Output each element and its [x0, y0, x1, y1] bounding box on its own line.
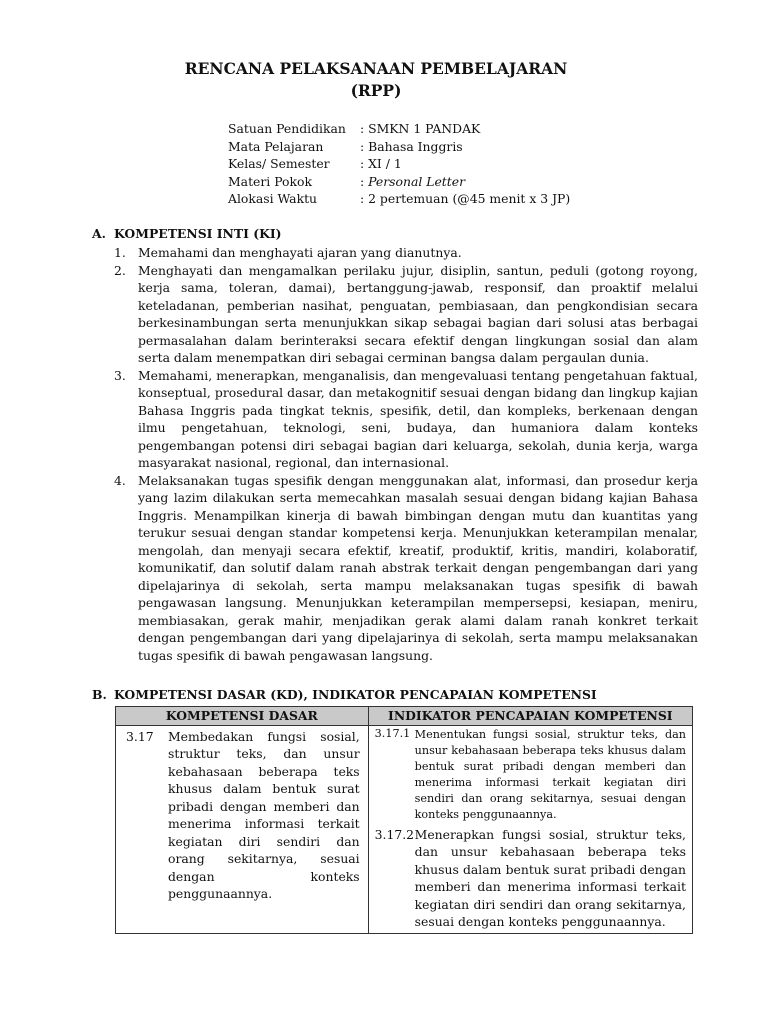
meta-label: Kelas/ Semester: [228, 156, 330, 171]
indicator-code: 3.17.1: [374, 726, 411, 740]
meta-value: : XI / 1: [360, 156, 402, 171]
meta-value: : 2 pertemuan (@45 menit x 3 JP): [360, 191, 571, 206]
list-item: [114, 244, 698, 262]
meta-value: : Bahasa Inggris: [360, 138, 463, 154]
meta-label: Alokasi Waktu: [228, 191, 318, 206]
meta-label: Materi Pokok: [228, 173, 312, 189]
indicator-item: [369, 823, 692, 933]
list-number: 2.: [114, 262, 126, 278]
section-letter: B.: [92, 687, 107, 702]
indicator-item: [369, 726, 692, 823]
list-text: Memahami, menerapkan, menganalisis, dan mengevaluasi tentang pengetahuan faktual, konseptual, prosedural dasar, dan metakognitif sesuai dengan bidang dan lingkup kajian Bahasa Inggris pada tingkat teknis, spesifik, detil, dan kompleks, berkenaan dengan ilmu pengetahuan, teknologi, seni, budaya, dan humaniora dalam konteks pengembangan potensi diri sebagai bagian dari keluarga, sekolah, dunia kerja, warga masyarakat nasional, regional, dan internasional.: [138, 367, 698, 470]
kd-table: [115, 706, 693, 934]
section-letter: A.: [92, 226, 106, 241]
kd-code: 3.17: [126, 728, 154, 744]
list-text: Melaksanakan tugas spesifik dengan menggunakan alat, informasi, dan prosedur kerja yang lazim dilakukan serta memecahkan masalah sesuai dengan bidang kajian Bahasa Inggris. Menampilkan kinerja di bawah bimbingan dengan mutu dan kuantitas yang terukur sesuai dengan standar kompetensi kerja. Menunjukkan keterampilan menalar, mengolah, dan menyaji secara efektif, kreatif, produktif, kritis, mandiri, kolaboratif, komunikatif, dan solutif dalam ranah abstrak terkait dengan pengembangan dari yang dipelajarinya di sekolah, serta mampu melaksanakan tugas spesifik di bawah pengawasan langsung. Menunjukkan keterampilan mempersepsi, kesiapan, meniru, membiasakan, gerak mahir, menjadikan gerak alami dalam ranah konkret terkait dengan pengembangan dari yang dipelajarinya di sekolah, serta mampu melaksanakan tugas spesifik di bawah pengawasan langsung.: [138, 472, 698, 663]
indicator-text: Menentukan fungsi sosial, struktur teks, dan unsur kebahasaan beberapa teks khusus dalam bentuk surat pribadi dengan memberi dan menerima informasi terkait kegiatan diri sendiri dan orang sekitarnya, sesuai dengan konteks penggunaannya.: [414, 727, 686, 821]
indicator-code: 3.17.2: [374, 826, 415, 842]
table-row: [116, 725, 693, 933]
ki-list: [114, 244, 698, 664]
list-item: [114, 367, 698, 472]
list-text: Menghayati dan mengamalkan perilaku jujur, disiplin, santun, peduli (gotong royong, kerja sama, toleran, damai), bertanggung-jawab, responsif, dan proaktif melalui keteladanan, pemberian nasihat, penguatan, pembiasaan, dan pengkondisian secara berkesinambungan serta menunjukkan sikap sebagai bagian dari solusi atas berbagai permasalahan dalam berinteraksi secara efektif dengan lingkungan sosial dan alam serta dalam menempatkan diri sebagai cerminan bangsa dalam pergaulan dunia.: [138, 262, 698, 365]
meta-label: Satuan Pendidikan: [228, 121, 346, 136]
document-subtitle: (RPP): [350, 81, 402, 100]
list-item: [114, 262, 698, 367]
document-title: RENCANA PELAKSANAAN PEMBELAJARAN: [184, 59, 568, 78]
list-number: 1.: [114, 245, 126, 260]
list-number: 4.: [114, 472, 126, 488]
list-number: 3.: [114, 367, 126, 383]
list-item: [114, 472, 698, 665]
meta-value-italic: Personal Letter: [368, 173, 466, 189]
kd-cell: [116, 725, 369, 933]
kd-content: [116, 726, 368, 907]
section-title: KOMPETENSI DASAR (KD), INDIKATOR PENCAPAIAN KOMPETENSI: [114, 687, 597, 702]
section-title: KOMPETENSI INTI (KI): [114, 226, 282, 241]
meta-value-prefix: :: [360, 173, 369, 189]
column-header: KOMPETENSI DASAR: [116, 707, 369, 726]
meta-label: Mata Pelajaran: [228, 138, 324, 154]
meta-value: [360, 173, 465, 191]
list-text: Memahami dan menghayati ajaran yang dianutnya.: [138, 245, 462, 260]
table-header-row: [116, 707, 693, 726]
meta-value: : SMKN 1 PANDAK: [360, 121, 481, 136]
indicator-text: Menerapkan fungsi sosial, struktur teks, dan unsur kebahasaan beberapa teks khusus dalam bentuk surat pribadi dengan memberi dan menerima informasi terkait kegiatan diri sendiri dan orang sekitarnya, sesuai dengan konteks penggunaannya.: [414, 826, 686, 929]
indicator-cell: [368, 725, 692, 933]
kd-text: Membedakan fungsi sosial, struktur teks, dan unsur kebahasaan beberapa teks khusus dalam bentuk surat pribadi dengan memberi dan menerima informasi terkait kegiatan diri sendiri dan orang sekitarnya, sesuai dengan konteks penggunaannya.: [168, 728, 360, 901]
section-a-heading: [92, 225, 282, 243]
section-b-heading: [92, 686, 597, 704]
column-header: INDIKATOR PENCAPAIAN KOMPETENSI: [368, 707, 692, 726]
